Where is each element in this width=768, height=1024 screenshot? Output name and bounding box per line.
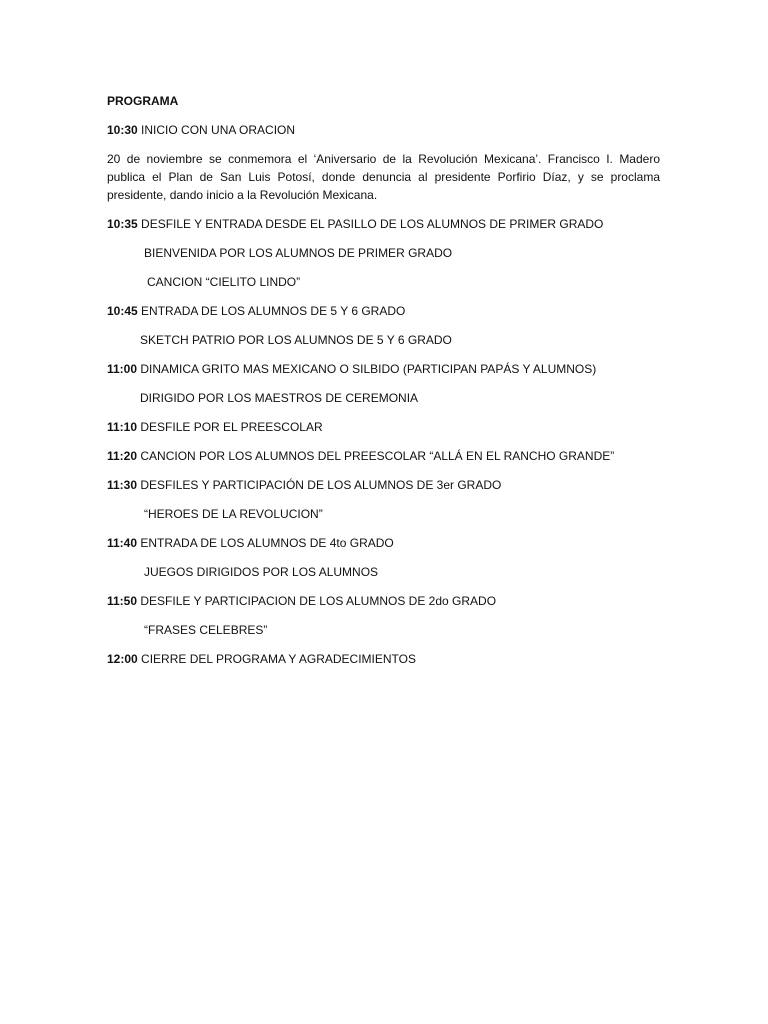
entry-text: DINAMICA GRITO MAS MEXICANO O SILBIDO (PARTICIPAN PAPÁS Y ALUMNOS) [137, 362, 597, 376]
entry-time: 11:50 [107, 594, 138, 608]
schedule-entry-opening [107, 121, 660, 139]
schedule-entry [107, 592, 660, 610]
entry-time: 11:40 [107, 536, 138, 550]
entry-text: DESFILES Y PARTICIPACIÓN DE LOS ALUMNOS DE 3er GRADO [137, 478, 502, 492]
entry-text: CIERRE DEL PROGRAMA Y AGRADECIMIENTOS [137, 652, 416, 666]
entry-time: 11:10 [107, 420, 138, 434]
entry-time: 11:30 [107, 478, 138, 492]
schedule-entry [107, 360, 660, 378]
entry-text: ENTRADA DE LOS ALUMNOS DE 5 Y 6 GRADO [137, 304, 406, 318]
schedule-subentry: DIRIGIDO POR LOS MAESTROS DE CEREMONIA [140, 391, 419, 405]
schedule-subentry: “HEROES DE LA REVOLUCION” [144, 507, 323, 521]
entry-text: INICIO CON UNA ORACION [137, 123, 296, 137]
entry-text: DESFILE POR EL PREESCOLAR [137, 420, 323, 434]
entry-text: DESFILE Y PARTICIPACION DE LOS ALUMNOS DE 2do GRADO [137, 594, 497, 608]
entry-time: 10:45 [107, 304, 138, 318]
schedule-subentry: BIENVENIDA POR LOS ALUMNOS DE PRIMER GRADO [144, 246, 453, 260]
schedule-entry [107, 476, 660, 494]
entry-text: ENTRADA DE LOS ALUMNOS DE 4to GRADO [137, 536, 394, 550]
schedule-subentry: SKETCH PATRIO POR LOS ALUMNOS DE 5 Y 6 GRADO [140, 333, 452, 347]
entry-time: 12:00 [107, 652, 138, 666]
document-page [107, 92, 660, 679]
entry-time: 11:20 [107, 449, 138, 463]
schedule-entry [107, 534, 660, 552]
schedule-subentry: JUEGOS DIRIGIDOS POR LOS ALUMNOS [144, 565, 379, 579]
schedule-entry [107, 215, 660, 233]
entry-text: DESFILE Y ENTRADA DESDE EL PASILLO DE LOS ALUMNOS DE PRIMER GRADO [137, 217, 604, 231]
schedule-entry [107, 418, 660, 436]
schedule-subentry: CANCION “CIELITO LINDO” [147, 275, 301, 289]
schedule-entry-closing [107, 650, 660, 668]
schedule-entry [107, 447, 660, 465]
entry-time: 10:35 [107, 217, 138, 231]
schedule-entry [107, 302, 660, 320]
entry-time: 10:30 [107, 123, 138, 137]
entry-time: 11:00 [107, 362, 138, 376]
entry-text: CANCION POR LOS ALUMNOS DEL PREESCOLAR “ALLÁ EN EL RANCHO GRANDE” [137, 449, 615, 463]
intro-paragraph: 20 de noviembre se conmemora el ‘Aniversario de la Revolución Mexicana’. Francisco I. Madero publica el Plan de San Luis Potosí, donde denuncia al presidente Porfirio Díaz, y se proclama presidente, dando inicio a la Revolución Mexicana. [107, 152, 660, 202]
document-title: PROGRAMA [107, 94, 179, 108]
schedule-subentry: “FRASES CELEBRES” [144, 623, 268, 637]
